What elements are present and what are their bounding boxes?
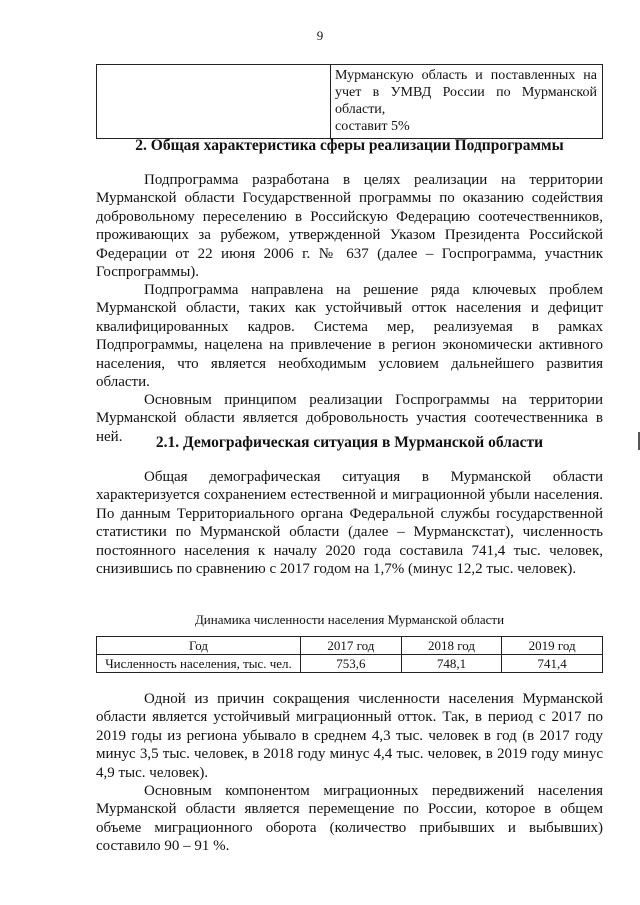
table-row [97, 655, 603, 673]
table-cell: Численность населения, тыс. чел. [97, 655, 301, 673]
page-number: 9 [316, 28, 324, 43]
section-2-paragraph-2: Подпрограмма направлена на решение ряда ключевых проблем Мурманской области, таких как устойчивый отток населения и дефицит квалифицированных кадров. Система мер, реализуемая в рамках Подпрограммы, нацелена на привлечение в регион экономически активного населения, что является необходимым условием дальнейшего развития области. [96, 282, 603, 391]
continuation-table-empty-cell [97, 65, 331, 139]
table-header-cell: 2017 год [301, 637, 402, 655]
table-cell: 748,1 [401, 655, 502, 673]
table-cell: 741,4 [502, 655, 603, 673]
continuation-line-3: составит 5% [335, 119, 410, 134]
section-2-1-paragraph-2: Одной из причин сокращения численности населения Мурманской области является устойчивый миграционный отток. Так, в период с 2017 по 2019 годы из региона убывало в среднем 4,3 тыс. человек в год (в 2017 году минус 3,5 тыс. человек, в 2018 году минус 4,4 тыс. человек, в 2019 году минус 4,9 тыс. человек). [96, 691, 603, 781]
continuation-line-1: Мурманскую область и поставленных на учет в [335, 68, 597, 100]
section-2-1-paragraph-1: Общая демографическая ситуация в Мурманской области характеризуется сохранением естественной и миграционной убыли населения. По данным Территориального органа Федеральной службы государственной статистики по Мурманской области (далее – Мурманскстат), численность постоянного населения к началу 2020 года составила 741,4 тыс. человек, снизившись по сравнению с 2017 годом на 1,7% (минус 12,2 тыс. человек). [96, 469, 603, 578]
table-cell: 753,6 [301, 655, 402, 673]
continuation-line-2: УМВД России по Мурманской области, [335, 85, 598, 117]
table-caption: Динамика численности населения Мурманской области [194, 612, 505, 627]
table-header-row [97, 637, 603, 655]
section-2-heading: 2. Общая характеристика сферы реализации Подпрограммы [135, 137, 564, 154]
section-2-paragraph-3: Основным принципом реализации Госпрограммы на территории Мурманской области является добровольность участия соотечественника в ней. [96, 392, 603, 445]
population-table [96, 636, 603, 673]
continuation-table-text-cell [331, 65, 603, 139]
table-header-cell: 2018 год [401, 637, 502, 655]
table-header-cell: 2019 год [502, 637, 603, 655]
continuation-table [96, 64, 603, 139]
section-2-1-heading: 2.1. Демографическая ситуация в Мурманской области [155, 434, 544, 451]
section-2-1-paragraph-3: Основным компонентом миграционных передвижений населения Мурманской области является перемещение по России, которое в общем объеме миграционного оборота (количество прибывших и выбывших) составило 90 – 91 %. [96, 783, 603, 855]
table-header-cell: Год [97, 637, 301, 655]
section-2-paragraph-1: Подпрограмма разработана в целях реализации на территории Мурманской области Государственной программы по оказанию содействия добровольному переселению в Российскую Федерацию соотечественников, проживающих за рубежом, утвержденной Указом Президента Российской Федерации от 22 июня 2006 г. № 637 (далее – Госпрограмма, участник Госпрограммы). [96, 172, 603, 281]
